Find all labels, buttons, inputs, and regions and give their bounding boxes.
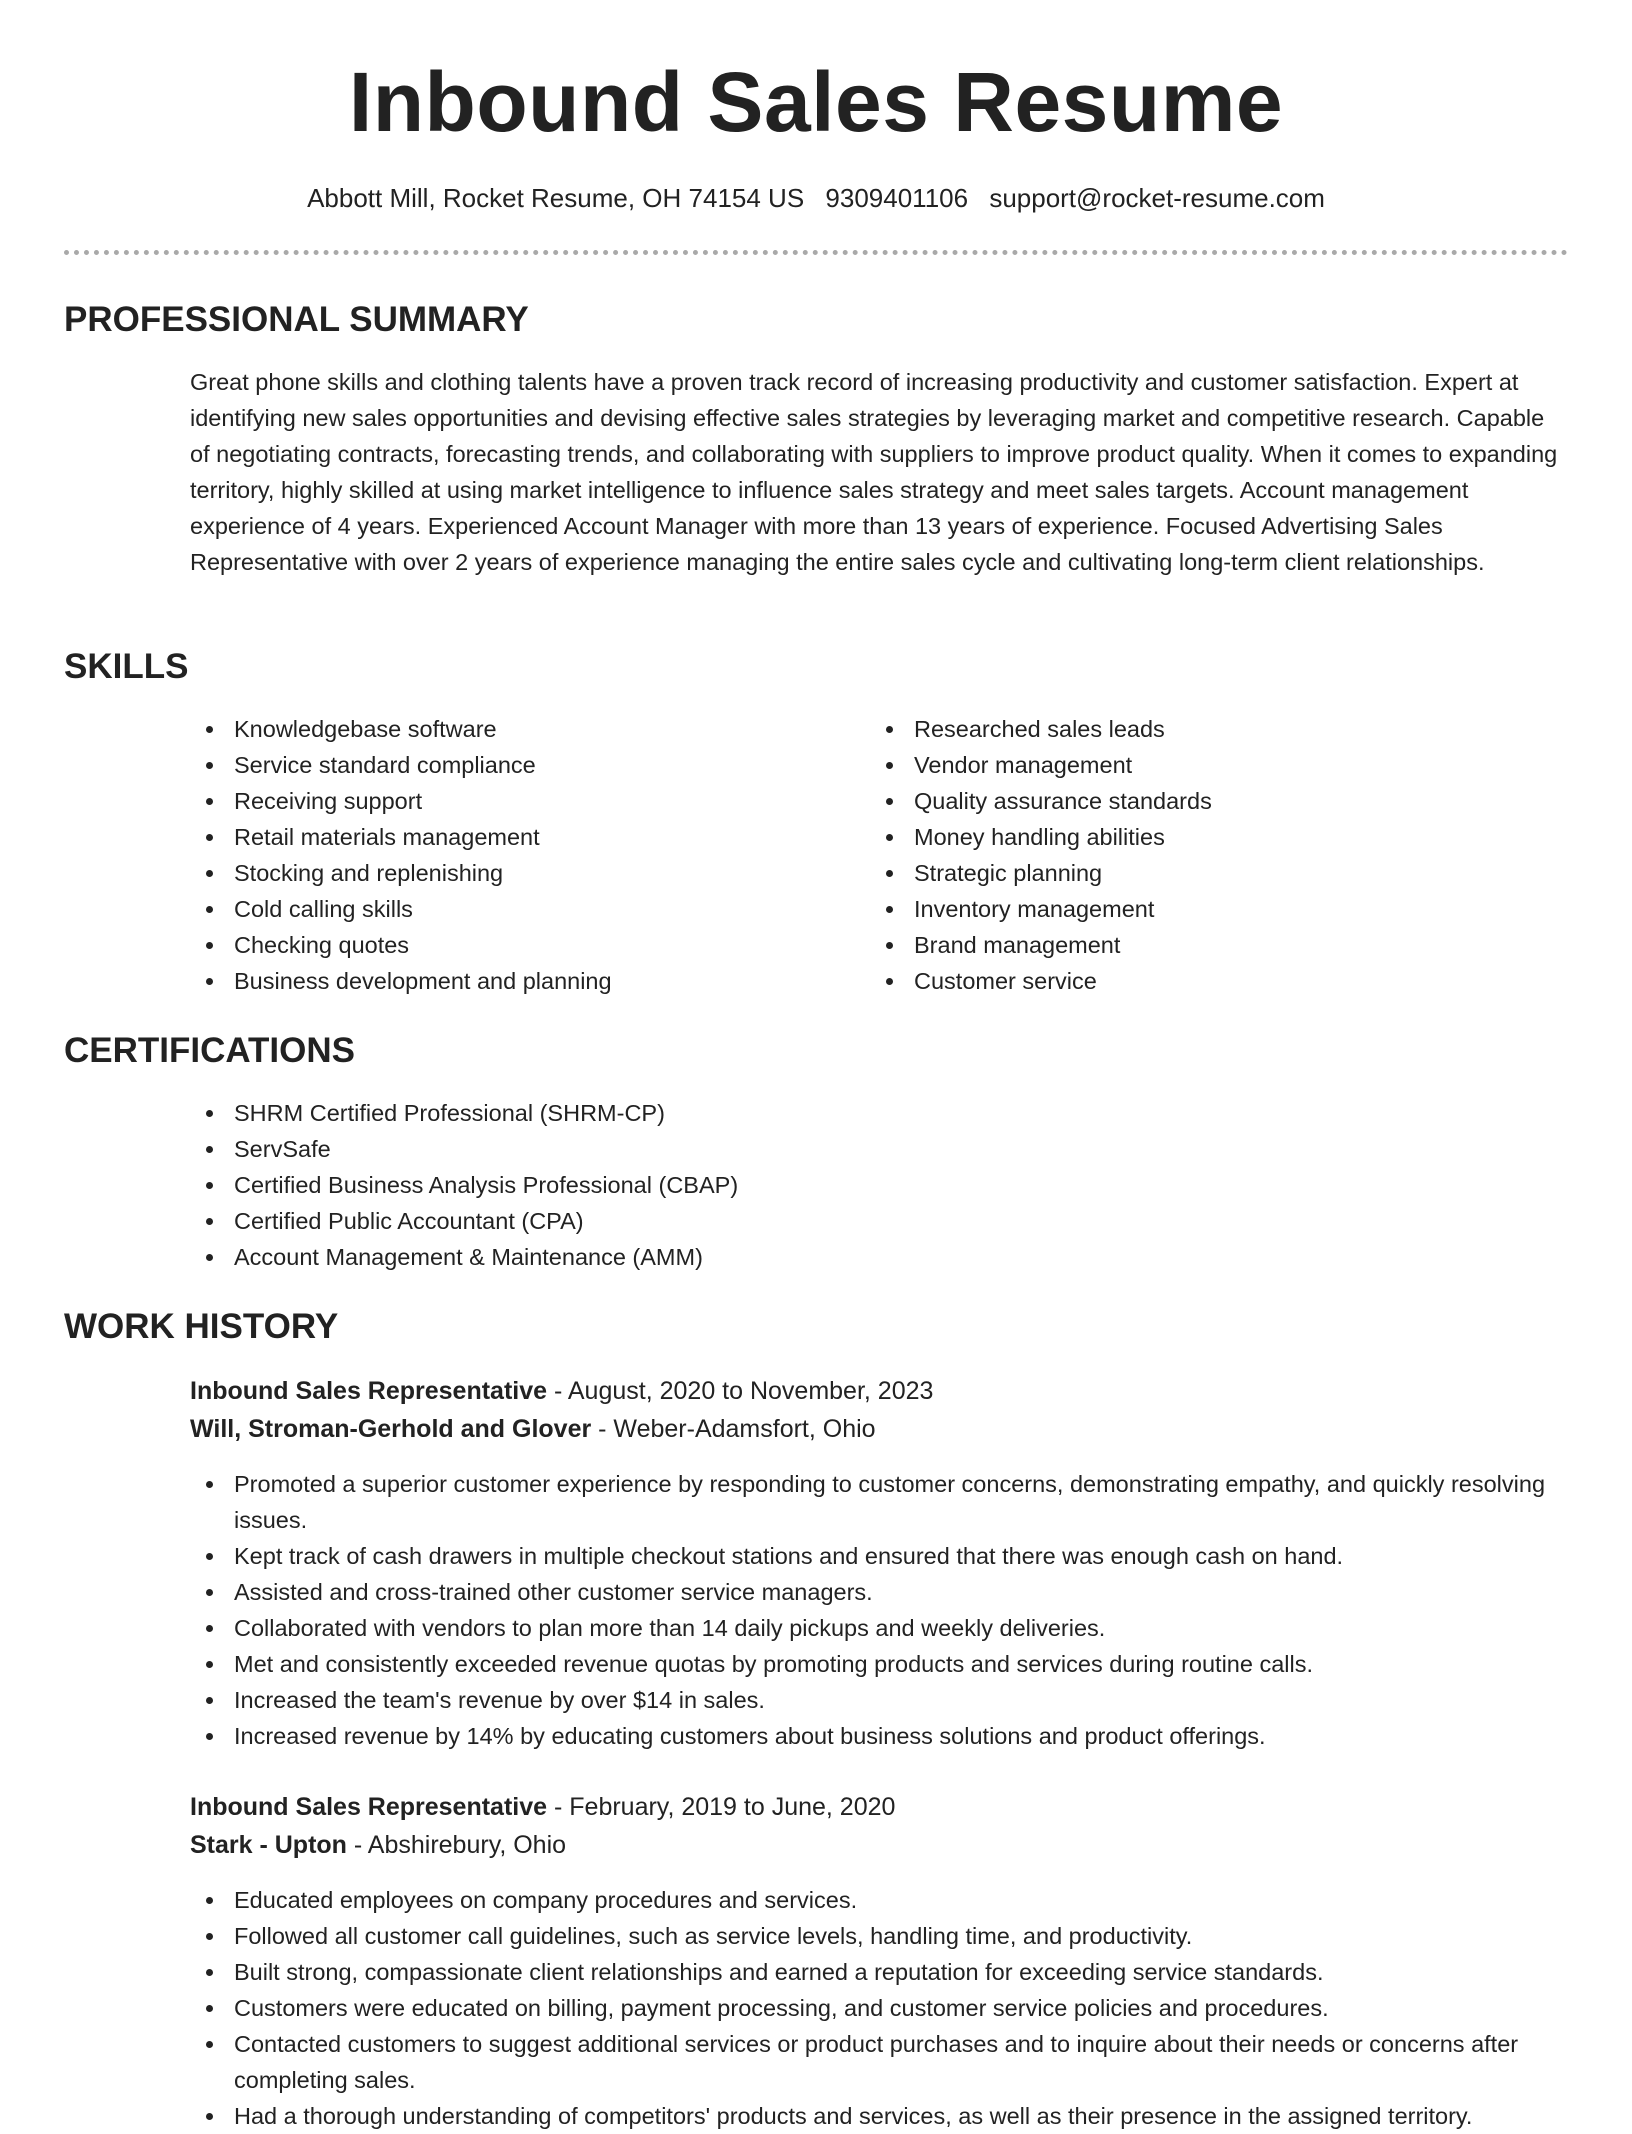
job-dates: - February, 2019 to June, 2020 bbox=[547, 1793, 896, 1821]
job-duties bbox=[190, 1882, 1560, 2134]
skills-right-column bbox=[870, 711, 1540, 999]
skill-item: Knowledgebase software bbox=[190, 711, 860, 747]
certification-item: Certified Business Analysis Professional (CBAP) bbox=[190, 1167, 1560, 1203]
skill-item: Business development and planning bbox=[190, 963, 860, 999]
certifications-list bbox=[190, 1095, 1560, 1275]
job-company: Will, Stroman-Gerhold and Glover bbox=[190, 1415, 592, 1443]
certification-item: ServSafe bbox=[190, 1131, 1560, 1167]
job-title: Inbound Sales Representative bbox=[190, 1377, 548, 1405]
summary-text: Great phone skills and clothing talents have a proven track record of increasing productivity and customer satisfaction. Expert at identifying new sales opportunities and devising effective sales strategies by leveraging market and competitive research. Capable of negotiating contracts, forecasting trends, and collaborating with suppliers to improve product quality. When it comes to expanding territory, highly skilled at using market intelligence to influence sales strategy and meet sales targets. Account management experience of 4 years. Experienced Account Manager with more than 13 years of experience. Focused Advertising Sales Representative with over 2 years of experience managing the entire sales cycle and cultivating long-term client relationships. bbox=[190, 369, 1558, 575]
job-duties-list bbox=[190, 1882, 1560, 2134]
skills-left-column bbox=[190, 711, 860, 999]
header-divider bbox=[64, 250, 1568, 255]
certifications-column bbox=[190, 1095, 1560, 1275]
job-company: Stark - Upton bbox=[190, 1831, 347, 1859]
job-dates: - August, 2020 to November, 2023 bbox=[547, 1377, 934, 1405]
job-title-line bbox=[190, 1788, 1568, 1826]
skills-right-list bbox=[870, 711, 1540, 999]
skill-item: Customer service bbox=[870, 963, 1540, 999]
skill-item: Quality assurance standards bbox=[870, 783, 1540, 819]
contact-email: support@rocket-resume.com bbox=[989, 183, 1325, 213]
job-title: Inbound Sales Representative bbox=[190, 1793, 548, 1821]
duty-item: Promoted a superior customer experience by responding to customer concerns, demonstrating empathy, and quickly resolving issues. bbox=[190, 1466, 1560, 1538]
duty-item: Followed all customer call guidelines, such as service levels, handling time, and productivity. bbox=[190, 1918, 1560, 1954]
work-history-heading: WORK HISTORY bbox=[64, 1307, 339, 1346]
duty-item: Educated employees on company procedures and services. bbox=[190, 1882, 1560, 1918]
skill-item: Retail materials management bbox=[190, 819, 860, 855]
duty-item: Built strong, compassionate client relationships and earned a reputation for exceeding service standards. bbox=[190, 1954, 1560, 1990]
resume-title: Inbound Sales Resume bbox=[348, 55, 1284, 149]
certification-item: SHRM Certified Professional (SHRM-CP) bbox=[190, 1095, 1560, 1131]
job-company-line bbox=[190, 1826, 1568, 1864]
contact-address: Abbott Mill, Rocket Resume, OH 74154 US bbox=[307, 183, 805, 213]
duty-item: Customers were educated on billing, payment processing, and customer service policies and procedures. bbox=[190, 1990, 1560, 2026]
summary-heading: PROFESSIONAL SUMMARY bbox=[64, 300, 529, 339]
job-location: - Abshirebury, Ohio bbox=[346, 1831, 567, 1859]
skill-item: Money handling abilities bbox=[870, 819, 1540, 855]
skill-item: Vendor management bbox=[870, 747, 1540, 783]
duty-item: Kept track of cash drawers in multiple checkout stations and ensured that there was enough cash on hand. bbox=[190, 1538, 1560, 1574]
duty-item: Increased revenue by 14% by educating customers about business solutions and product offerings. bbox=[190, 1718, 1560, 1754]
skill-item: Checking quotes bbox=[190, 927, 860, 963]
skill-item: Stocking and replenishing bbox=[190, 855, 860, 891]
job-duties bbox=[190, 1466, 1560, 1754]
duty-item: Met and consistently exceeded revenue quotas by promoting products and services during routine calls. bbox=[190, 1646, 1560, 1682]
skill-item: Strategic planning bbox=[870, 855, 1540, 891]
duty-item: Had a thorough understanding of competitors' products and services, as well as their presence in the assigned territory. bbox=[190, 2098, 1560, 2134]
job-company-line bbox=[190, 1410, 1568, 1448]
duty-item: Assisted and cross-trained other customer service managers. bbox=[190, 1574, 1560, 1610]
job-location: - Weber-Adamsfort, Ohio bbox=[591, 1415, 876, 1443]
skill-item: Brand management bbox=[870, 927, 1540, 963]
skills-left-list bbox=[190, 711, 860, 999]
certifications-heading: CERTIFICATIONS bbox=[64, 1031, 356, 1070]
duty-item: Contacted customers to suggest additional services or product purchases and to inquire about their needs or concerns after completing sales. bbox=[190, 2026, 1560, 2098]
skills-heading: SKILLS bbox=[64, 647, 189, 686]
duty-item: Increased the team's revenue by over $14 in sales. bbox=[190, 1682, 1560, 1718]
skill-item: Cold calling skills bbox=[190, 891, 860, 927]
skill-item: Receiving support bbox=[190, 783, 860, 819]
job-title-line bbox=[190, 1372, 1568, 1410]
job-duties-list bbox=[190, 1466, 1560, 1754]
duty-item: Collaborated with vendors to plan more than 14 daily pickups and weekly deliveries. bbox=[190, 1610, 1560, 1646]
contact-info bbox=[0, 180, 1632, 216]
skill-item: Researched sales leads bbox=[870, 711, 1540, 747]
skill-item: Service standard compliance bbox=[190, 747, 860, 783]
skill-item: Inventory management bbox=[870, 891, 1540, 927]
certification-item: Account Management & Maintenance (AMM) bbox=[190, 1239, 1560, 1275]
certification-item: Certified Public Accountant (CPA) bbox=[190, 1203, 1560, 1239]
contact-phone: 9309401106 bbox=[825, 183, 969, 213]
